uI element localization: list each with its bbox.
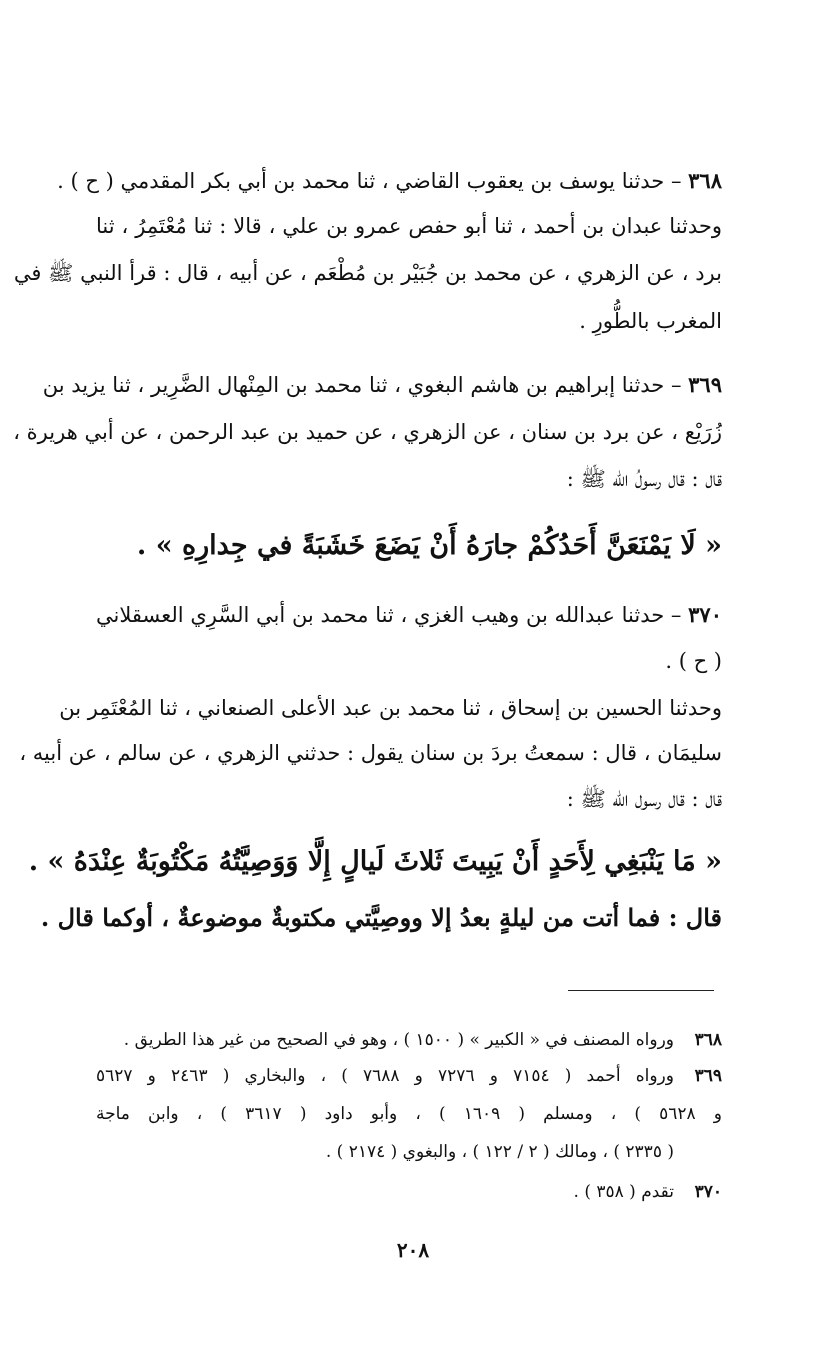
hadith-text: – حدثنا عبدالله بن وهيب الغزي ، ثنا محمد بن أبي السَّرِي العسقلاني <box>96 603 682 627</box>
hadith-370-line-2: ( ح ) . <box>665 649 722 673</box>
hadith-number: ٣٦٨ <box>688 168 722 193</box>
hadith-370-line-3: وحدثنا الحسين بن إسحاق ، ثنا محمد بن عبد الأعلى الصنعاني ، ثنا المُعْتَمِر بن <box>59 696 722 720</box>
footnote-number: ٣٧٠ <box>694 1182 722 1202</box>
page-number: ٢٠٨ <box>396 1238 430 1262</box>
hadith-370-matn-2: قال : فما أتت من ليلةٍ بعدُ إلا ووصِيَّتي مكتوبةٌ موضوعةٌ ، أوكما قال . <box>40 903 722 932</box>
hadith-369-line-1 <box>42 370 722 400</box>
footnote-text: ورواه أحمد ( ٧١٥٤ و ٧٢٧٦ و ٧٦٨٨ ) ، والبخاري ( ٢٤٦٣ و ٥٦٢٧ <box>96 1066 674 1086</box>
hadith-text: – حدثنا يوسف بن يعقوب القاضي ، ثنا محمد بن أبي بكر المقدمي ( ح ) . <box>57 169 682 193</box>
hadith-368-line-1 <box>57 166 722 196</box>
hadith-text: – حدثنا إبراهيم بن هاشم البغوي ، ثنا محمد بن المِنْهال الضَّرِير ، ثنا يزيد بن <box>42 373 682 397</box>
hadith-369-line-2: زُرَيْع ، عن برد بن سنان ، عن الزهري ، عن حميد بن عبد الرحمن ، عن أبي هريرة ، <box>13 420 722 444</box>
hadith-368-line-4: المغرب بالطُّورِ . <box>579 309 722 333</box>
footnote-369-line-2: و ٥٦٢٨ ) ، ومسلم ( ١٦٠٩ ) ، وأبو داود ( ٣٦١٧ ) ، وابن ماجة <box>96 1104 722 1124</box>
hadith-369-line-3: قال : قال رسولُ الله ﷺ : <box>566 467 722 491</box>
hadith-368-line-2: وحدثنا عبدان بن أحمد ، ثنا أبو حفص عمرو بن علي ، قالا : ثنا مُعْتَمِرُ ، ثنا <box>96 214 722 238</box>
footnote-separator <box>568 990 714 991</box>
hadith-370-matn: « مَا يَنْبَغِي لِأَحَدٍ أَنْ يَبِيتَ ثَلاثَ لَيالٍ إِلَّا وَوَصِيَّتُهُ مَكْتُوبَةٌ عِنْدَهُ » . <box>28 846 722 877</box>
hadith-number: ٣٦٩ <box>688 372 722 397</box>
hadith-370-line-5: قال : قال رسول الله ﷺ : <box>566 787 722 811</box>
footnote-368 <box>96 1026 722 1054</box>
footnote-text: ورواه المصنف في « الكبير » ( ١٥٠٠ ) ، وهو في الصحيح من غير هذا الطريق . <box>123 1030 674 1050</box>
hadith-370-line-4: سليمَان ، قال : سمعتُ بردَ بن سنان يقول : حدثني الزهري ، عن سالم ، عن أبيه ، <box>19 741 722 765</box>
hadith-369-matn: « لَا يَمْنَعَنَّ أَحَدُكُمْ جارَهُ أَنْ يَضَعَ خَشَبَةً في جِدارِهِ » . <box>136 530 722 561</box>
hadith-370-line-1 <box>96 600 722 630</box>
footnote-number: ٣٦٨ <box>694 1030 722 1050</box>
footnote-369-line-1 <box>96 1062 722 1090</box>
footnote-369-line-3: ( ٢٣٣٥ ) ، ومالك ( ٢ / ١٢٢ ) ، والبغوي ( ٢١٧٤ ) . <box>325 1142 674 1162</box>
footnote-text: تقدم ( ٣٥٨ ) . <box>573 1182 674 1202</box>
footnote-370 <box>96 1178 722 1206</box>
footnote-number: ٣٦٩ <box>694 1066 722 1086</box>
hadith-number: ٣٧٠ <box>688 602 722 627</box>
hadith-368-line-3: برد ، عن الزهري ، عن محمد بن جُبَيْر بن مُطْعَم ، عن أبيه ، قال : قرأ النبي ﷺ في <box>13 261 722 285</box>
